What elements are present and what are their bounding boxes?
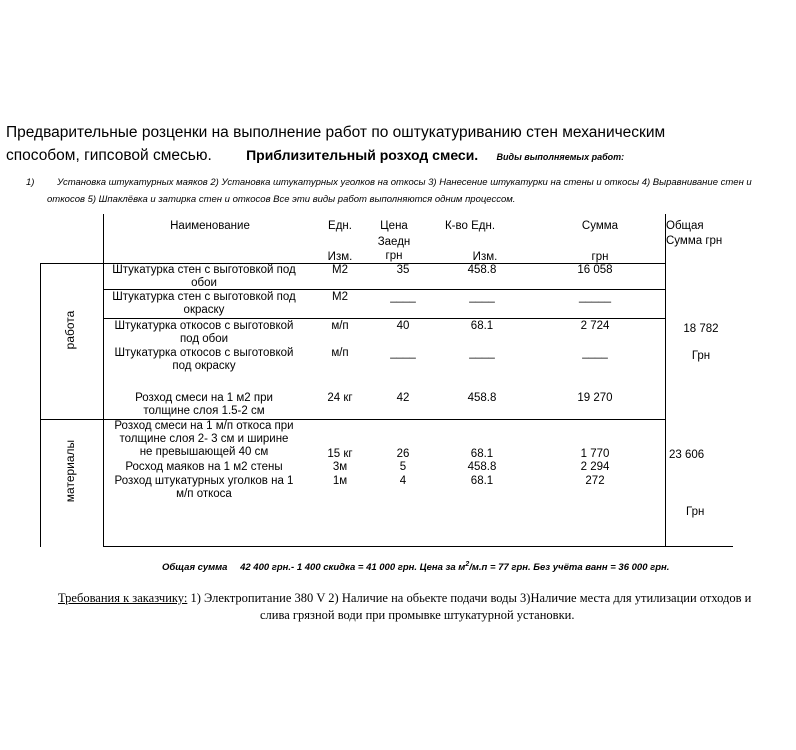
group-label-work: работа	[63, 310, 77, 350]
title-second-line	[6, 144, 624, 168]
works-list-number: 1)	[26, 177, 35, 188]
header-qty: К-во Едн.	[444, 220, 496, 232]
header-price-2: Заедн	[377, 236, 411, 248]
summary-label: Общая сумма	[162, 562, 228, 574]
table-line-v-left	[40, 263, 41, 547]
header-unit: Едн.	[328, 220, 352, 232]
table-line-v-total	[665, 214, 666, 547]
row-name-line: Штукатурка откосов с выготовкой	[114, 347, 294, 359]
header-unit-2: Изм.	[327, 251, 353, 263]
header-sum: Сумма	[581, 220, 619, 232]
row-sum: 2 294	[580, 461, 610, 473]
requirements-text-2: слива грязной води при промывке штукатурной установки.	[260, 608, 575, 622]
row-name-line: Штукатурка стен с выготовкой под	[112, 291, 296, 303]
works-list-line-1	[26, 174, 752, 192]
row-unit: 15 кг	[327, 448, 353, 460]
table-row	[104, 264, 304, 290]
row-sum: _____	[579, 291, 611, 303]
row-price: ____	[390, 291, 416, 303]
title-line-1: Предварительные розценки на выполнение работ по оштукатуриванию стен механическим	[6, 124, 666, 141]
row-price: ____	[390, 347, 416, 359]
row-price: 4	[399, 475, 407, 487]
table-row	[104, 392, 304, 418]
summary-sup: 2	[465, 561, 470, 568]
row-sum: ____	[582, 347, 608, 359]
row-price: 26	[396, 448, 410, 460]
row-unit: м/п	[331, 320, 349, 332]
table-line-h-bottom	[103, 546, 733, 547]
table-row	[104, 320, 304, 346]
kinds-label: Виды выполняемых работ:	[496, 152, 625, 162]
page-title	[6, 122, 665, 144]
materials-total-currency: Грн	[686, 506, 705, 518]
subtitle: Приблизительный розход смеси.	[246, 147, 479, 163]
work-total-value: 18 782	[683, 323, 719, 335]
table-row	[104, 461, 304, 474]
row-qty: 458.8	[467, 264, 497, 276]
row-unit: 24 кг	[327, 392, 353, 404]
row-price: 40	[396, 320, 410, 332]
row-name-line: не превышающей 40 см	[139, 446, 269, 458]
table-row	[104, 291, 304, 317]
group-label-materials: материалы	[63, 439, 77, 503]
requirements-text-1: 1) Электропитание 380 V 2) Наличие на обьекте подачи воды 3)Наличие места для утилизации отходов и	[187, 591, 752, 605]
row-qty: ____	[469, 291, 495, 303]
row-qty: 458.8	[467, 392, 497, 404]
row-qty: 68.1	[470, 320, 494, 332]
table-line-h-row2	[103, 318, 665, 319]
row-price: 35	[396, 264, 410, 276]
row-sum: 19 270	[577, 392, 613, 404]
row-name-line: Розход смеси на 1 м2 при	[135, 392, 273, 404]
works-list-line-2	[47, 191, 515, 209]
table-row	[104, 420, 304, 459]
row-unit: М2	[332, 264, 348, 276]
row-name-line: под окраску	[172, 360, 236, 372]
row-sum: 2 724	[580, 320, 610, 332]
row-name-line: толщине слоя 2- 3 см и ширине	[119, 433, 289, 445]
header-price-3: грн	[385, 250, 403, 262]
header-name: Наименование	[170, 220, 250, 232]
summary-text: 42 400 грн.- 1 400 скидка = 41 000 грн. Цена за м	[240, 562, 466, 574]
row-name-line: окраску	[183, 304, 225, 316]
row-unit: 1м	[332, 475, 348, 487]
row-name-line: м/п откоса	[176, 488, 232, 500]
header-sum-2: грн	[591, 251, 609, 263]
summary-line	[162, 561, 669, 573]
row-sum: 16 058	[577, 264, 613, 276]
table-row	[104, 347, 304, 373]
row-unit: 3м	[332, 461, 348, 473]
row-name-line: под обои	[179, 333, 229, 345]
requirements-label: Требования к заказчику:	[58, 591, 188, 605]
title-line-2: способом, гипсовой смесью.	[6, 147, 212, 164]
row-unit: М2	[332, 291, 348, 303]
row-qty: 68.1	[470, 475, 494, 487]
row-name-line: Росход маяков на 1 м2 стены	[125, 461, 283, 473]
row-name-line: Розход штукатурных уголков на 1	[114, 475, 294, 487]
row-qty: ____	[469, 347, 495, 359]
row-name-line: обои	[191, 277, 217, 289]
row-price: 42	[396, 392, 410, 404]
header-price: Цена	[380, 220, 408, 232]
row-price: 5	[399, 461, 407, 473]
materials-total-value: 23 606	[669, 449, 705, 461]
row-qty: 458.8	[467, 461, 497, 473]
work-total-currency: Грн	[691, 350, 711, 362]
row-name-line: Штукатурка стен с выготовкой под	[112, 264, 296, 276]
header-total-2: Сумма грн	[666, 235, 723, 247]
works-list-text-1: Установка штукатурных маяков 2) Установка штукатурных уголков на откосы 3) Нанесение штукатурки на стены и откосы 4) Выравнивание стен и	[57, 177, 752, 188]
table-row	[104, 475, 304, 501]
requirements-line-1	[58, 590, 751, 607]
row-name-line: толщине слоя 1.5-2 см	[143, 405, 265, 417]
row-name-line: Штукатурка откосов с выготовкой	[114, 320, 294, 332]
row-name-line: Розход смеси на 1 м/п откоса при	[114, 420, 294, 432]
row-qty: 68.1	[470, 448, 494, 460]
header-qty-2: Изм.	[472, 251, 498, 263]
header-total: Общая	[666, 220, 704, 232]
row-unit: м/п	[331, 347, 349, 359]
row-sum: 272	[585, 475, 605, 487]
works-list-text-2: откосов 5) Шпаклёвка и затирка стен и откосов Все эти виды работ выполняются одним процессом.	[47, 194, 516, 205]
row-sum: 1 770	[580, 448, 610, 460]
summary-text-end: /м.п = 77 грн. Без учёта ванн = 36 000 грн.	[469, 562, 670, 574]
requirements-line-2	[260, 607, 574, 624]
